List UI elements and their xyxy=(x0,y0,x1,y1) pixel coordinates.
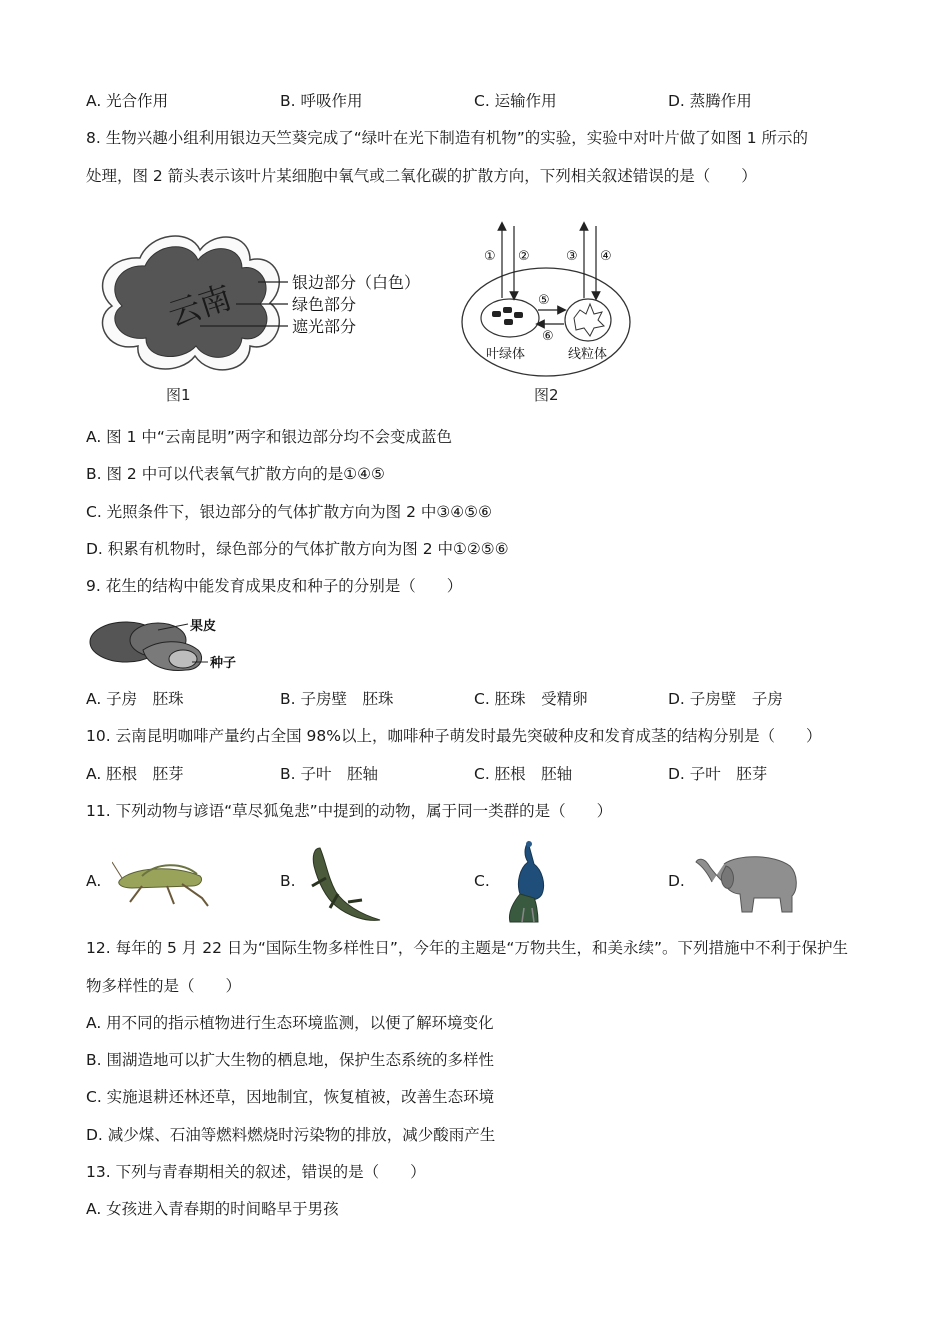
q13-stem: 13. 下列与青春期相关的叙述，错误的是（ ） xyxy=(86,1163,426,1181)
fig1-label-green: 绿色部分 xyxy=(292,295,357,314)
crocodile-image xyxy=(296,842,386,926)
figure-1-leaf-diagram xyxy=(90,228,435,408)
q10-option-b: B. 子叶 胚轴 xyxy=(280,765,378,783)
q12-option-b: B. 围湖造地可以扩大生物的栖息地，保护生态系统的多样性 xyxy=(86,1051,494,1069)
fig1-label-shaded: 遮光部分 xyxy=(292,317,357,336)
q9-option-c: C. 胚珠 受精卵 xyxy=(474,690,588,708)
chloroplast xyxy=(481,299,539,337)
fig1-label-silver: 银边部分（白色） xyxy=(292,273,421,292)
q10-option-d: D. 子叶 胚芽 xyxy=(668,765,768,783)
q8-option-d: D. 积累有机物时，绿色部分的气体扩散方向为图 2 中①②⑤⑥ xyxy=(86,540,509,558)
peanut-label-pericarp: 果皮 xyxy=(190,619,217,634)
fig1-caption: 图1 xyxy=(166,386,191,404)
peanut-label-seed: 种子 xyxy=(210,656,237,671)
arrow-2-label: ② xyxy=(518,249,530,264)
q7-option-c: C. 运输作用 xyxy=(474,92,557,110)
mitochondrion xyxy=(565,299,611,341)
elephant-image xyxy=(694,850,802,916)
mitochondrion-label: 线粒体 xyxy=(568,347,608,362)
q9-stem: 9. 花生的结构中能发育成果皮和种子的分别是（ ） xyxy=(86,577,463,595)
q11-stem: 11. 下列动物与谚语“草尽狐兔悲”中提到的动物，属于同一类群的是（ ） xyxy=(86,802,613,820)
figure-2-cell-diagram xyxy=(458,218,648,408)
q10-option-a: A. 胚根 胚芽 xyxy=(86,765,184,783)
q7-option-b: B. 呼吸作用 xyxy=(280,92,363,110)
q13-option-a: A. 女孩进入青春期的时间略早于男孩 xyxy=(86,1200,339,1218)
peanut-illustration xyxy=(88,610,258,680)
q10-option-c: C. 胚根 胚轴 xyxy=(474,765,573,783)
q11-option-d: D. xyxy=(668,872,685,890)
q7-option-d: D. 蒸腾作用 xyxy=(668,92,752,110)
q8-stem-line1: 8. 生物兴趣小组利用银边天竺葵完成了“绿叶在光下制造有机物”的实验，实验中对叶片做了如图 1 所示的 xyxy=(86,129,808,147)
q9-option-d: D. 子房壁 子房 xyxy=(668,690,783,708)
q12-option-a: A. 用不同的指示植物进行生态环境监测，以便了解环境变化 xyxy=(86,1014,494,1032)
arrow-6-label: ⑥ xyxy=(542,329,554,344)
q10-stem: 10. 云南昆明咖啡产量约占全国 98%以上，咖啡种子萌发时最先突破种皮和发育成茎的结构分别是（ ） xyxy=(86,727,822,745)
q8-option-c: C. 光照条件下，银边部分的气体扩散方向为图 2 中③④⑤⑥ xyxy=(86,503,492,521)
fig2-caption: 图2 xyxy=(534,386,559,404)
q8-option-b: B. 图 2 中可以代表氧气扩散方向的是①④⑤ xyxy=(86,465,385,483)
q8-stem-line2: 处理，图 2 箭头表示该叶片某细胞中氧气或二氧化碳的扩散方向，下列相关叙述错误的是（ ） xyxy=(86,167,757,185)
q11-option-c: C. xyxy=(474,872,490,890)
q9-option-b: B. 子房壁 胚珠 xyxy=(280,690,394,708)
q12-stem-line1: 12. 每年的 5 月 22 日为“国际生物多样性日”，今年的主题是“万物共生，和美永续”。下列措施中不利于保护生 xyxy=(86,939,848,957)
leaf-covered-text: 云南 xyxy=(163,277,237,334)
q12-stem-line2: 物多样性的是（ ） xyxy=(86,977,242,995)
arrow-1-label: ① xyxy=(484,249,496,264)
grasshopper-image xyxy=(112,850,212,910)
q11-option-a: A. xyxy=(86,872,102,890)
q11-option-b: B. xyxy=(280,872,296,890)
q7-option-a: A. 光合作用 xyxy=(86,92,169,110)
peacock-image xyxy=(498,838,556,924)
arrow-4-label: ④ xyxy=(600,249,612,264)
arrow-5-label: ⑤ xyxy=(538,293,550,308)
q8-option-a: A. 图 1 中“云南昆明”两字和银边部分均不会变成蓝色 xyxy=(86,428,452,446)
q12-option-d: D. 减少煤、石油等燃料燃烧时污染物的排放，减少酸雨产生 xyxy=(86,1126,496,1144)
chloroplast-label: 叶绿体 xyxy=(486,347,526,362)
arrow-3-label: ③ xyxy=(566,249,578,264)
q12-option-c: C. 实施退耕还林还草，因地制宜，恢复植被，改善生态环境 xyxy=(86,1088,495,1106)
q9-option-a: A. 子房 胚珠 xyxy=(86,690,184,708)
